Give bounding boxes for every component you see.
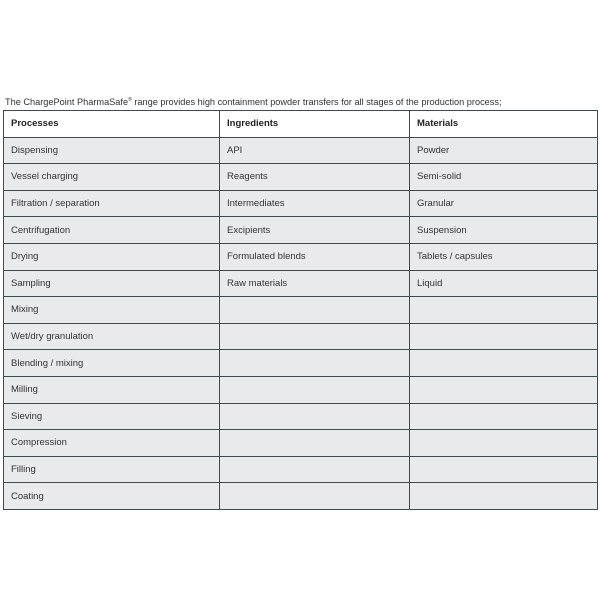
table-row [4,323,598,350]
material-cell: Tablets / capsules [410,243,598,270]
table-row [4,217,598,244]
table-body [4,137,598,509]
table-row [4,350,598,377]
table-row [4,190,598,217]
material-cell [410,350,598,377]
ingredient-cell: Excipients [220,217,410,244]
intro-text [5,96,597,108]
material-cell: Liquid [410,270,598,297]
header-materials: Materials [410,111,598,138]
ingredient-cell [220,350,410,377]
ingredient-cell: Reagents [220,164,410,191]
table-row [4,164,598,191]
ingredient-cell: Intermediates [220,190,410,217]
containment-table [3,110,598,510]
ingredient-cell: Formulated blends [220,243,410,270]
ingredient-cell [220,403,410,430]
material-cell [410,403,598,430]
table-row [4,430,598,457]
process-cell: Drying [4,243,220,270]
table-row [4,243,598,270]
material-cell [410,456,598,483]
process-cell: Centrifugation [4,217,220,244]
process-cell: Filling [4,456,220,483]
material-cell [410,376,598,403]
header-ingredients: Ingredients [220,111,410,138]
ingredient-cell [220,376,410,403]
process-cell: Sieving [4,403,220,430]
registered-mark: ® [128,97,132,104]
material-cell: Suspension [410,217,598,244]
ingredient-cell: Raw materials [220,270,410,297]
ingredient-cell [220,483,410,510]
material-cell [410,297,598,324]
process-cell: Blending / mixing [4,350,220,377]
ingredient-cell [220,456,410,483]
material-cell [410,323,598,350]
header-processes: Processes [4,111,220,138]
table-row [4,403,598,430]
process-cell: Wet/dry granulation [4,323,220,350]
process-cell: Filtration / separation [4,190,220,217]
ingredient-cell: API [220,137,410,164]
process-cell: Dispensing [4,137,220,164]
ingredient-cell [220,297,410,324]
material-cell: Powder [410,137,598,164]
table-row [4,456,598,483]
process-cell: Vessel charging [4,164,220,191]
table-row [4,376,598,403]
table-row [4,483,598,510]
table-header-row [4,111,598,138]
process-cell: Milling [4,376,220,403]
process-cell: Compression [4,430,220,457]
material-cell: Granular [410,190,598,217]
process-cell: Coating [4,483,220,510]
ingredient-cell [220,323,410,350]
intro-text-after: range provides high containment powder transfers for all stages of the production process; [131,97,502,108]
material-cell [410,430,598,457]
material-cell: Semi-solid [410,164,598,191]
table-row [4,270,598,297]
material-cell [410,483,598,510]
process-cell: Sampling [4,270,220,297]
ingredient-cell [220,430,410,457]
table-row [4,137,598,164]
table-row [4,297,598,324]
process-cell: Mixing [4,297,220,324]
intro-text-before: The ChargePoint PharmaSafe [5,97,129,108]
